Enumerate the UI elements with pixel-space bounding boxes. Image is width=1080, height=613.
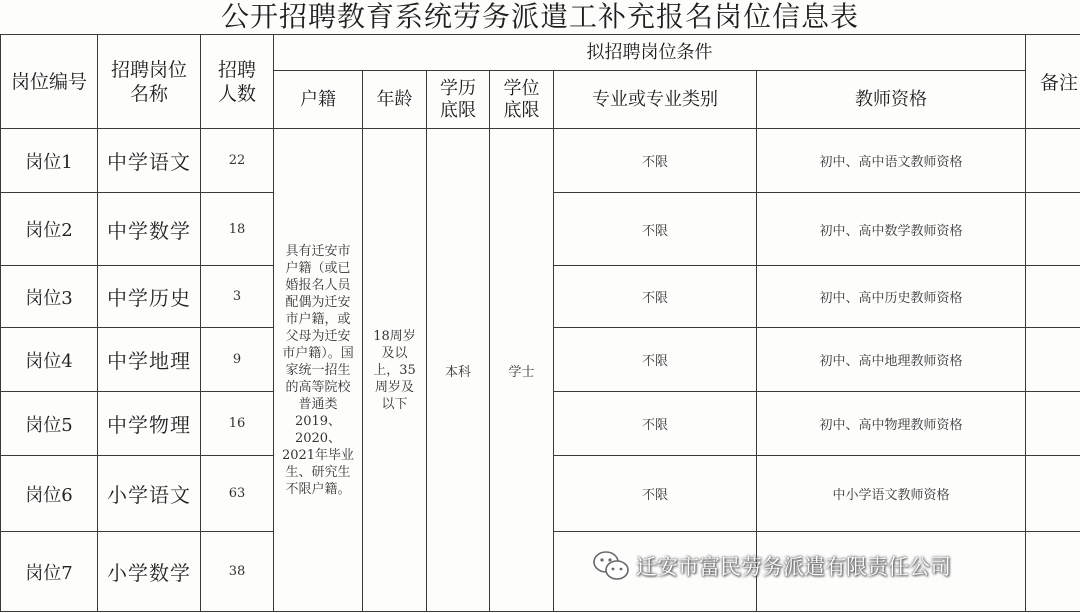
remarks-value <box>1026 456 1080 532</box>
position-name: 小学数学 <box>98 532 201 612</box>
header-conditions-group: 拟招聘岗位条件 <box>274 35 1026 71</box>
position-id: 岗位1 <box>1 129 98 193</box>
remarks-value <box>1026 129 1080 193</box>
position-name: 中学地理 <box>98 328 201 392</box>
header-household: 户籍 <box>274 71 363 129</box>
header-education: 学历底限 <box>427 71 490 129</box>
positions-table <box>0 34 1080 612</box>
header-major: 专业或专业类别 <box>554 71 757 129</box>
header-remarks: 备注 <box>1026 35 1080 129</box>
remarks-value <box>1026 328 1080 392</box>
qualification-value: 中小学语文教师资格 <box>757 456 1026 532</box>
position-id: 岗位6 <box>1 456 98 532</box>
position-id: 岗位5 <box>1 392 98 456</box>
position-name: 中学语文 <box>98 129 201 193</box>
household-requirement: 具有迁安市户籍（或已婚报名人员配偶为迁安市户籍，或父母为迁安市户籍）。国家统一招生的高等院校普通类2019、2020、2021年毕业生、研究生不限户籍。 <box>274 129 363 612</box>
header-degree: 学位底限 <box>490 71 554 129</box>
major-value <box>554 532 757 612</box>
position-id: 岗位4 <box>1 328 98 392</box>
qualification-value: 初中、高中历史教师资格 <box>757 266 1026 328</box>
header-age: 年龄 <box>363 71 427 129</box>
headcount-value: 38 <box>201 532 274 612</box>
remarks-value <box>1026 266 1080 328</box>
headcount-value: 63 <box>201 456 274 532</box>
headcount-value: 16 <box>201 392 274 456</box>
qualification-value: 初中、高中物理教师资格 <box>757 392 1026 456</box>
major-value: 不限 <box>554 193 757 266</box>
remarks-value <box>1026 532 1080 612</box>
header-headcount: 招聘人数 <box>201 35 274 129</box>
qualification-value: 初中、高中数学教师资格 <box>757 193 1026 266</box>
major-value: 不限 <box>554 328 757 392</box>
document-title: 公开招聘教育系统劳务派遣工补充报名岗位信息表 <box>220 0 859 33</box>
headcount-value: 18 <box>201 193 274 266</box>
degree-requirement: 学士 <box>490 129 554 612</box>
qualification-value: 初中、高中地理教师资格 <box>757 328 1026 392</box>
headcount-value: 9 <box>201 328 274 392</box>
position-name: 中学数学 <box>98 193 201 266</box>
watermark-text: 迁安市富民劳务派遣有限责任公司 <box>636 555 951 579</box>
position-name: 中学历史 <box>98 266 201 328</box>
headcount-value: 3 <box>201 266 274 328</box>
header-teacher-qualification: 教师资格 <box>757 71 1026 129</box>
major-value: 不限 <box>554 129 757 193</box>
qualification-value: 初中、高中语文教师资格 <box>757 129 1026 193</box>
age-requirement: 18周岁及以上，35周岁及以下 <box>363 129 427 612</box>
position-name: 小学语文 <box>98 456 201 532</box>
remarks-value <box>1026 193 1080 266</box>
major-value: 不限 <box>554 392 757 456</box>
major-value: 不限 <box>554 266 757 328</box>
position-name: 中学物理 <box>98 392 201 456</box>
position-id: 岗位7 <box>1 532 98 612</box>
headcount-value: 22 <box>201 129 274 193</box>
header-position-name: 招聘岗位名称 <box>98 35 201 129</box>
qualification-value <box>757 532 1026 612</box>
table-row <box>1 129 1080 193</box>
position-id: 岗位2 <box>1 193 98 266</box>
remarks-value <box>1026 392 1080 456</box>
major-value: 不限 <box>554 456 757 532</box>
position-id: 岗位3 <box>1 266 98 328</box>
header-position-id: 岗位编号 <box>1 35 98 129</box>
education-requirement: 本科 <box>427 129 490 612</box>
